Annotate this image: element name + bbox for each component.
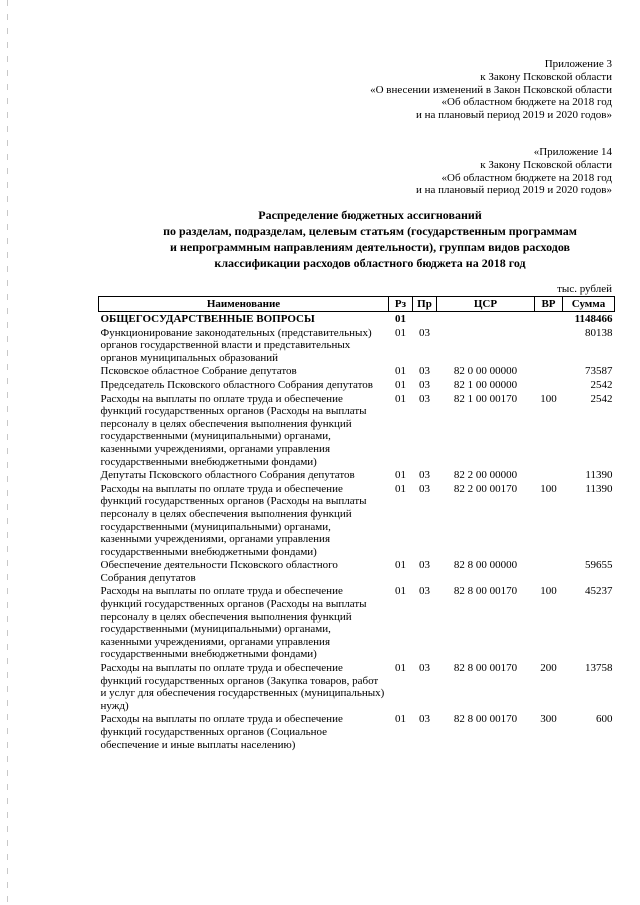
row-sum: 80138: [585, 326, 613, 339]
row-csr: 82 1 00 00170: [453, 392, 518, 405]
row-csr: [437, 312, 535, 326]
row-pr: 03: [419, 365, 430, 378]
row-csr: 82 8 00 00170: [453, 585, 518, 598]
table-row: [99, 392, 615, 469]
row-csr: 82 1 00 00000: [453, 378, 518, 391]
row-name: Расходы на выплаты по оплате труда и обеспечение функций государственных органов (Расходы на выплаты персоналу в целях обеспечения выполнения функций государственными (муниципальными) органами, казенными учреждениями, органами управления государственными внебюджетными фондами): [100, 392, 367, 468]
row-sum: 1148466: [574, 313, 613, 325]
row-name: Расходы на выплаты по оплате труда и обеспечение функций государственных органов (Закупка товаров, работ и услуг для обеспечения государственных (муниципальных) нужд): [100, 662, 385, 712]
row-rz: 01: [395, 392, 406, 405]
row-name: Расходы на выплаты по оплате труда и обеспечение функций государственных органов (Расходы на выплаты персоналу в целях обеспечения выполнения функций государственными (муниципальными) органами, казенными учреждениями, органами управления государственными внебюджетными фондами): [100, 482, 367, 558]
row-vr: 300: [540, 713, 557, 726]
table-row: [99, 326, 615, 365]
row-csr: 82 8 00 00000: [453, 559, 518, 572]
header-rz: Рз: [389, 297, 413, 312]
table-row: [99, 712, 615, 751]
row-name: ОБЩЕГОСУДАРСТВЕННЫЕ ВОПРОСЫ: [100, 313, 315, 325]
row-pr: 03: [419, 469, 430, 482]
header-pr: Пр: [413, 297, 437, 312]
row-sum: 11390: [585, 469, 613, 482]
table-row: [99, 468, 615, 482]
annex-line: «О внесении изменений в Закон Псковской области: [370, 83, 612, 96]
row-rz: 01: [395, 559, 406, 572]
row-pr: 03: [419, 559, 430, 572]
row-vr: [535, 326, 563, 365]
annex-line: Приложение 3: [544, 58, 612, 70]
title-line: по разделам, подразделам, целевым статьям (государственным программам: [163, 224, 577, 238]
row-sum: 13758: [585, 662, 613, 675]
row-vr: 100: [540, 585, 557, 598]
row-rz: 01: [395, 713, 406, 726]
header-name: Наименование: [99, 297, 389, 312]
title-line: Распределение бюджетных ассигнований: [258, 208, 482, 222]
header-csr: ЦСР: [437, 297, 535, 312]
row-pr: 03: [419, 326, 430, 339]
row-csr: 82 8 00 00170: [453, 662, 518, 675]
row-rz: 01: [395, 482, 406, 495]
row-name: Депутаты Псковского областного Собрания депутатов: [100, 469, 355, 482]
row-sum: 45237: [585, 585, 613, 598]
row-pr: 03: [419, 585, 430, 598]
table-row: [99, 482, 615, 559]
table-row: [99, 378, 615, 392]
annex-line: и на плановый период 2019 и 2020 годов»: [415, 184, 612, 197]
document-title: [100, 207, 640, 271]
annex-line: и на плановый период 2019 и 2020 годов»: [415, 109, 612, 122]
table-row: [99, 661, 615, 712]
row-vr: 200: [540, 662, 557, 675]
units-label: тыс. рублей: [557, 283, 612, 295]
annex-line: «Об областном бюджете на 2018 год: [441, 171, 612, 184]
row-sum: 2542: [590, 378, 613, 391]
row-name: Расходы на выплаты по оплате труда и обеспечение функций государственных органов (Расходы на выплаты персоналу в целях обеспечения выполнения функций государственными (муниципальными) органами, казенными учреждениями, органами управления государственными внебюджетными фондами): [100, 585, 367, 661]
row-name: Председатель Псковского областного Собрания депутатов: [100, 378, 373, 391]
row-vr: [535, 378, 563, 392]
annex-line: «Об областном бюджете на 2018 год: [441, 96, 612, 109]
row-sum: 600: [596, 713, 613, 726]
row-sum: 59655: [585, 559, 613, 572]
row-rz: 01: [395, 326, 406, 339]
row-csr: 82 8 00 00170: [453, 713, 518, 726]
row-rz: 01: [395, 469, 406, 482]
row-rz: 01: [395, 585, 406, 598]
table-row: [99, 364, 615, 378]
title-line: и непрограммным направлениям деятельности), группам видов расходов: [169, 240, 571, 254]
row-csr: 82 2 00 00000: [453, 469, 518, 482]
annex-line: «Приложение 14: [533, 146, 612, 158]
row-csr: [437, 326, 535, 365]
row-vr: 100: [540, 392, 557, 405]
header-sum: Сумма: [563, 297, 615, 312]
row-pr: 03: [419, 713, 430, 726]
row-name: Обеспечение деятельности Псковского областного Собрания депутатов: [100, 559, 338, 584]
table-row: [99, 312, 615, 326]
budget-table: [98, 296, 615, 751]
row-csr: 82 0 00 00000: [453, 365, 518, 378]
row-vr: [535, 364, 563, 378]
row-vr: [535, 468, 563, 482]
row-csr: 82 2 00 00170: [453, 482, 518, 495]
table-row: [99, 584, 615, 661]
row-rz: 01: [395, 365, 406, 378]
row-pr: 03: [419, 392, 430, 405]
row-pr: 03: [419, 482, 430, 495]
annex-header-original: [416, 146, 612, 197]
row-pr: 03: [419, 378, 430, 391]
annex-header-current: [370, 58, 612, 122]
row-sum: 11390: [585, 482, 613, 495]
row-rz: 01: [395, 378, 406, 391]
row-vr: 100: [540, 482, 557, 495]
row-vr: [535, 312, 563, 326]
row-name: Псковское областное Собрание депутатов: [100, 365, 297, 378]
row-sum: 73587: [585, 365, 613, 378]
annex-line: к Закону Псковской области: [480, 70, 612, 83]
row-sum: 2542: [590, 392, 613, 405]
row-rz: 01: [395, 313, 406, 325]
table-row: [99, 558, 615, 584]
row-pr: 03: [419, 662, 430, 675]
row-pr: [413, 312, 437, 326]
annex-line: к Закону Псковской области: [480, 158, 612, 171]
row-vr: [535, 558, 563, 584]
row-rz: 01: [395, 662, 406, 675]
title-line: классификации расходов областного бюджета на 2018 год: [214, 256, 526, 270]
table-header-row: [99, 297, 615, 312]
row-name: Расходы на выплаты по оплате труда и обеспечение функций государственных органов (Социальное обеспечение и иные выплаты населению): [100, 713, 343, 751]
header-vr: ВР: [535, 297, 563, 312]
scan-margin-line: [7, 0, 8, 905]
row-name: Функционирование законодательных (представительных) органов государственной власти и представительных органов муниципальных образований: [100, 326, 372, 364]
